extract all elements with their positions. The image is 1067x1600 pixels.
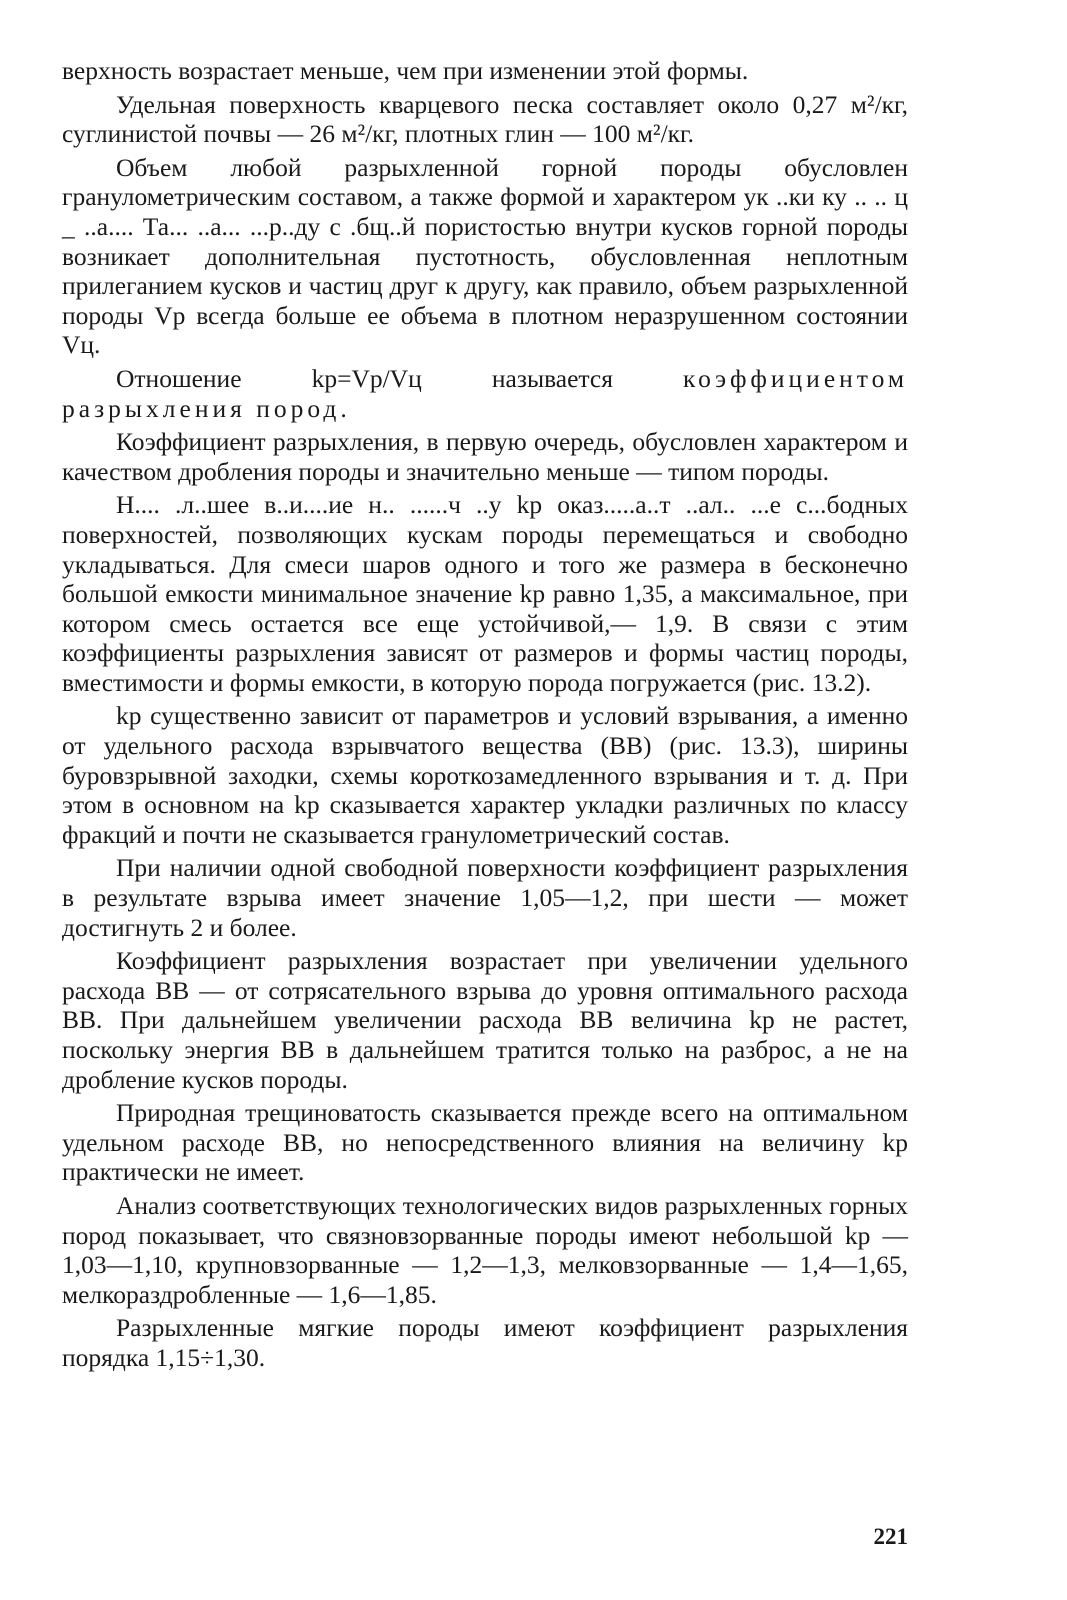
paragraph-specific-surface: Удельная поверхность кварцевого песка составляет около 0,27 м²/кг, суглинистой почвы — 26 м²/кг, плотных глин — 100 м²/кг. <box>62 89 908 149</box>
paragraph-loose-volume: Объем любой разрыхленной горной породы обусловлен гранулометрическим составом, а также формой и характером ук ..ки ку .. .. ц _ ..а.... Та... ..а... ...р..ду с .бщ..й пористостью внутри кусков горной породы возникает дополнительная пустотность, обусловленная неплотным прилеганием кусков и частиц друг к другу, как правило, объем разрыхленной породы Vр всегда больше ее объема в плотном неразрушенном состоянии Vц. <box>62 152 908 360</box>
paragraph-one-free-surface: При наличии одной свободной поверхности коэффициент разрыхления в результате взрыва имеет значение 1,05—1,2, при шести — может достигнуть 2 и более. <box>62 853 908 942</box>
paragraph-soft-rocks: Разрыхленные мягкие породы имеют коэффициент разрыхления порядка 1,15÷1,30. <box>62 1313 908 1372</box>
paragraph-analysis: Анализ соответствующих технологических видов разрыхленных горных пород показывает, что связновзорванные породы имеют небольшой kр — 1,03—1,10, крупновзорванные — 1,2—1,3, мелковзорванные — 1,4—1,65, мелкораздробленные — 1,6—1,85. <box>62 1190 908 1309</box>
defined-term: коэффициентом разрыхления пород. <box>62 363 908 423</box>
page-body <box>62 56 908 1373</box>
paragraph-fracturing: Природная трещиноватость сказывается прежде всего на оптимальном удельном расходе ВВ, но непосредственного влияния на величину kр практически не имеет. <box>62 1098 908 1187</box>
paragraph-coefficient-factors: Коэффициент разрыхления, в первую очередь, обусловлен характером и качеством дробления породы и значительно меньше — типом породы. <box>62 427 908 486</box>
definition-text: Отношение kр=Vр/Vц называется <box>116 363 684 393</box>
paragraph-free-surfaces: Н.... .л..шее в..и....ие н.. ......ч ..у kр оказ.....а..т ..ал.. ...е с...бодных поверхностей, позволяющих кускам породы перемещаться и свободно укладываться. Для смеси шаров одного и того же размера в бесконечно большой емкости минимальное значение kр равно 1,35, а максимальное, при котором смесь остается все еще устойчивой,— 1,9. В связи с этим коэффициенты разрыхления зависят от размеров и формы частиц породы, вместимости и формы емкости, в которую порода погружается (рис. 13.2). <box>62 490 908 697</box>
paragraph-explosive-consumption: Коэффициент разрыхления возрастает при увеличении удельного расхода ВВ — от сотрясательного взрыва до уровня оптимального расхода ВВ. При дальнейшем увеличении расхода ВВ величина kр не растет, поскольку энергия ВВ в дальнейшем тратится только на разброс, а не на дробление кусков породы. <box>62 946 908 1094</box>
paragraph-blasting-parameters: kр существенно зависит от параметров и условий взрывания, а именно от удельного расхода взрывчатого вещества (ВВ) (рис. 13.3), ширины буровзрывной заходки, схемы короткозамедленного взрывания и т. д. При этом в основном на kр сказывается характер укладки различных по классу фракций и почти не сказывается гранулометрический состав. <box>62 701 908 849</box>
page-number: 221 <box>873 1524 908 1549</box>
paragraph-definition <box>62 364 908 423</box>
paragraph-continuation: верхность возрастает меньше, чем при изменении этой формы. <box>62 56 749 85</box>
